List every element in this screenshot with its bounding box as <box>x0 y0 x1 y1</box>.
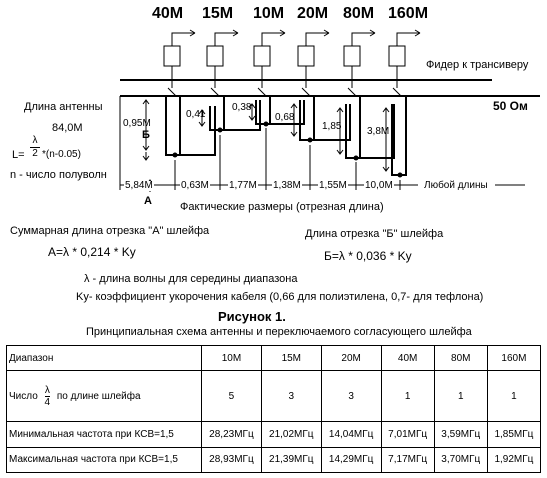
table-cell: 1,85МГц <box>487 422 540 447</box>
n-note: n - число полуволн <box>10 169 107 181</box>
table-header-cell: 10М <box>202 346 262 371</box>
table-cell: 1 <box>434 371 487 422</box>
table-row-min-frequency <box>7 422 541 447</box>
table-row-quarter-wave-count <box>7 371 541 422</box>
stub-10m <box>256 96 270 124</box>
table-cell: 3,59МГц <box>434 422 487 447</box>
table-header-cell: 80М <box>434 346 487 371</box>
formula-num: λ <box>32 135 38 146</box>
table-header-cell: 160М <box>487 346 540 371</box>
figure-subtitle: Принципиальная схема антенны и переключаемого согласующего шлейфа <box>86 326 472 338</box>
relay-box-80m <box>344 46 360 66</box>
band-label-20m: 20M <box>297 5 329 22</box>
figure-title: Рисунок 1. <box>218 309 286 324</box>
antenna-length-value: 84,0М <box>52 122 83 134</box>
segment-length-5: 1,55М <box>319 180 347 191</box>
table-cell: 1,92МГц <box>487 447 540 472</box>
segment-length-1: 5,84М <box>125 180 153 191</box>
max-frequency-label: Максимальная частота при КСВ=1,5 <box>7 447 202 472</box>
formula-prefix: L= <box>12 149 25 161</box>
b-formula: Б=λ * 0,036 * Ky <box>324 249 412 263</box>
segment-length-6: 10,0М <box>365 180 393 191</box>
band-label-10m: 10M <box>253 5 285 22</box>
count-label-post: по длине шлейфа <box>56 390 141 402</box>
stub-15m <box>210 96 224 130</box>
count-frac-den: 4 <box>44 396 51 408</box>
table-cell: 14,04МГц <box>321 422 381 447</box>
segment-length-2: 0,63М <box>181 180 209 191</box>
table-cell: 3 <box>261 371 321 422</box>
any-length-label: Любой длины <box>424 180 488 191</box>
stub-20m <box>300 96 314 140</box>
band-label-15m: 15M <box>202 5 234 22</box>
label-a: A <box>144 195 152 207</box>
a-formula: A=λ * 0,214 * Ky <box>48 245 136 259</box>
table-cell: 14,29МГц <box>321 447 381 472</box>
table-cell: 7,01МГц <box>381 422 434 447</box>
stub-length-40m: 0,95М <box>123 118 151 129</box>
table-row-max-frequency <box>7 447 541 472</box>
table-cell: 1 <box>381 371 434 422</box>
min-frequency-label: Минимальная частота при КСВ=1,5 <box>7 422 202 447</box>
table-cell: 3,70МГц <box>434 447 487 472</box>
segment-length-3: 1,77М <box>229 180 257 191</box>
feeder-label: Фидер к трансиверу <box>426 59 529 71</box>
table-cell: 5 <box>202 371 262 422</box>
formula-fraction <box>30 136 40 159</box>
stub-80m <box>346 96 360 158</box>
segment-length-4: 1,38М <box>273 180 301 191</box>
count-fraction <box>45 385 51 408</box>
table-header-cell: 15М <box>261 346 321 371</box>
table-cell: 21,39МГц <box>261 447 321 472</box>
band-label-80m: 80M <box>343 5 375 22</box>
band-label-160m: 160M <box>388 5 429 22</box>
stub-length-160m: 3,8М <box>367 126 390 137</box>
stub-length-80m: 1,85 <box>322 121 342 132</box>
stub-length-15m: 0,41 <box>186 109 206 120</box>
table-cell: 28,93МГц <box>202 447 262 472</box>
formula-den: 2 <box>32 148 38 159</box>
table-header-cell: 20М <box>321 346 381 371</box>
table-header-cell: Диапазон <box>7 346 202 371</box>
relay-box-10m <box>254 46 270 66</box>
table-cell: 28,23МГц <box>202 422 262 447</box>
stub-length-20m: 0,68 <box>275 112 295 123</box>
table-header-cell: 40М <box>381 346 434 371</box>
stub-length-10m: 0,38 <box>232 102 252 113</box>
table-cell: 3 <box>321 371 381 422</box>
count-label-pre: Число <box>9 390 38 402</box>
label-b: Б <box>142 129 150 141</box>
table-cell: 1 <box>487 371 540 422</box>
stub-40m <box>166 96 180 155</box>
relay-box-20m <box>298 46 314 66</box>
ky-note: Ky- коэффициент укорочения кабеля (0,66 для полиэтилена, 0,7- для тефлона) <box>76 291 484 303</box>
quarter-wave-count-label <box>7 371 202 422</box>
actual-sizes-caption: Фактические размеры (отрезная длина) <box>180 201 384 213</box>
table-cell: 21,02МГц <box>261 422 321 447</box>
relay-box-40m <box>164 46 180 66</box>
table-header-row <box>7 346 541 371</box>
load-label: 50 Ом <box>493 99 528 113</box>
relay-box-160m <box>389 46 405 66</box>
formula-suffix: *(n-0.05) <box>42 149 81 160</box>
b-formula-title: Длина отрезка "Б" шлейфа <box>305 228 444 240</box>
lambda-note: λ - длина волны для середины диапазона <box>84 273 298 285</box>
count-frac-num: λ <box>44 384 50 396</box>
antenna-length-title: Длина антенны <box>24 101 103 113</box>
band-label-40m: 40M <box>152 5 184 22</box>
table-cell: 7,17МГц <box>381 447 434 472</box>
relay-box-15m <box>207 46 223 66</box>
a-formula-title: Суммарная длина отрезка "А" шлейфа <box>10 225 210 237</box>
band-table <box>6 345 541 473</box>
